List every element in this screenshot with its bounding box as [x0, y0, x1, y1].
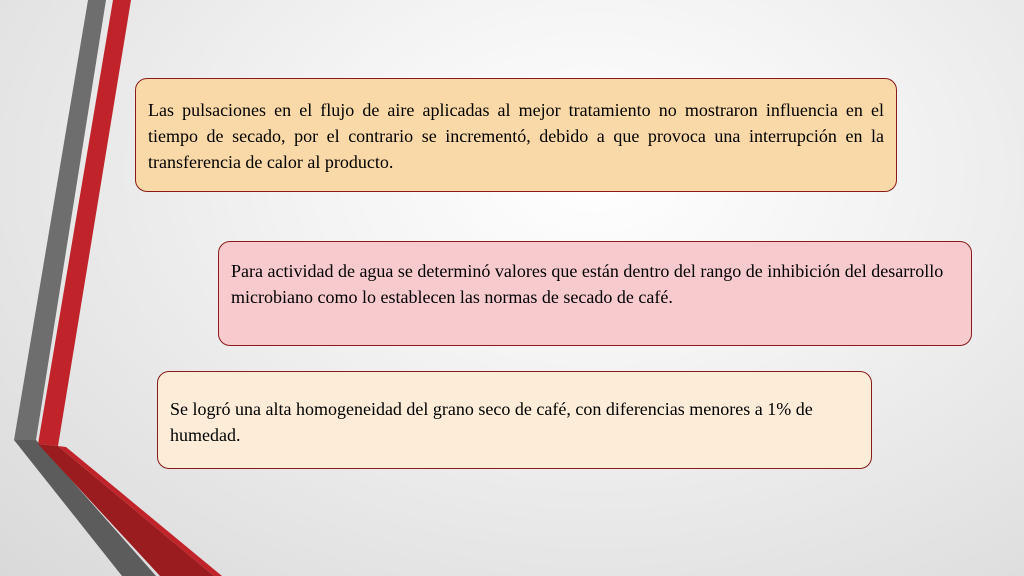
text-box-homogeneity [157, 371, 872, 469]
text-box-water-activity [218, 241, 972, 346]
text-box-water-activity-text: Para actividad de agua se determinó valores que están dentro del rango de inhibición del desarrollo microbiano como lo establecen las normas de secado de café. [231, 261, 944, 307]
text-box-airflow [135, 78, 897, 192]
text-box-homogeneity-text: Se logró una alta homogeneidad del grano seco de café, con diferencias menores a 1% de humedad. [170, 399, 813, 445]
text-box-airflow-text: Las pulsaciones en el flujo de aire aplicadas al mejor tratamiento no mostraron influencia en el tiempo de secado, por el contrario se incrementó, debido a que provoca una interrupción en la transferencia de calor al producto. [148, 100, 884, 172]
